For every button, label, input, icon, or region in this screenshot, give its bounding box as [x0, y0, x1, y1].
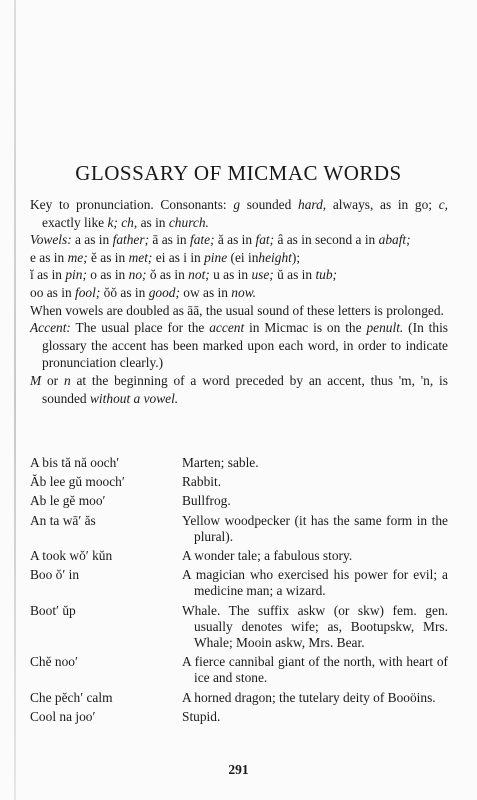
key-text: e as in: [30, 249, 65, 265]
glossary-entry: [30, 567, 448, 599]
glossary-definition: Bullfrog.: [182, 493, 231, 509]
glossary-word: Boo ŏ′ in: [30, 567, 80, 583]
key-text: fool;: [75, 284, 101, 300]
key-text: (In this glossary the accent has been marked upon each word, in order to indicate pronunciation clearly.): [42, 320, 449, 371]
glossary-entry: [30, 474, 448, 490]
glossary-word: An ta wā′ ăs: [30, 512, 96, 528]
key-text: Vowels:: [30, 232, 72, 248]
key-text: The usual place for the: [75, 320, 205, 336]
glossary-definition: Rabbit.: [182, 474, 222, 490]
page-spine-shadow: [14, 0, 16, 800]
key-text: at the beginning of a word preceded by an accent, thus 'm, 'n, is sounded: [42, 372, 448, 406]
glossary-word: A bis tă nă ooch′: [30, 455, 120, 470]
glossary-word: Che pĕch′ calm: [30, 689, 113, 705]
key-consonants: [30, 196, 448, 231]
glossary-entry: [30, 603, 448, 652]
glossary-word: A took wŏ′ kŭn: [30, 548, 113, 564]
key-text: a in: [355, 232, 376, 248]
key-vowels: [30, 231, 448, 249]
key-text: ch,: [121, 214, 138, 230]
key-vowels-i: [30, 266, 448, 284]
key-text: ă as in: [217, 232, 253, 248]
glossary-word: Chĕ noo′: [30, 654, 78, 670]
key-text: height: [258, 249, 292, 265]
key-text: ĭ as in: [30, 267, 62, 283]
glossary-definition: Whale. The suffix askw (or skw) fem. gen. usually denotes wife; as, Bootupskw, Mrs. Whale; Mooin askw, Mrs. Bear.: [182, 602, 448, 651]
key-vowels-e: [30, 249, 448, 267]
key-text: church.: [168, 214, 209, 230]
key-text: pin;: [65, 267, 87, 283]
key-text: pine: [204, 249, 228, 265]
key-text: met;: [128, 249, 153, 265]
glossary-entry: [30, 455, 448, 471]
key-text: penult.: [366, 320, 404, 336]
key-text: without a vowel.: [90, 390, 179, 406]
key-doubled: When vowels are doubled as āā, the usual sound of these letters is prolonged.: [30, 302, 444, 318]
key-text: ŏ as in: [149, 267, 185, 283]
key-text: u as in: [213, 267, 249, 283]
glossary-entry: [30, 690, 448, 706]
glossary-word: Boot′ ŭp: [30, 602, 76, 618]
glossary-definition: A wonder tale; a fabulous story.: [182, 548, 353, 564]
glossary-word: Ăb lee gŭ mooch′: [30, 474, 125, 490]
glossary-list: [30, 455, 448, 728]
key-text: oo as in: [30, 284, 72, 300]
glossary-entry: [30, 709, 448, 725]
key-text: â as in second: [277, 232, 353, 248]
key-text: (ei in: [230, 249, 259, 265]
key-text: abaft;: [378, 232, 411, 248]
glossary-entry: [30, 548, 448, 564]
glossary-word: Ab le gĕ moo′: [30, 493, 106, 509]
key-text: not;: [188, 267, 210, 283]
key-text: tub;: [315, 267, 338, 283]
key-text: c,: [438, 197, 448, 212]
glossary-definition: Marten; sable.: [182, 455, 259, 470]
key-text: father;: [112, 232, 150, 248]
glossary-definition: A horned dragon; the tutelary deity of Booöins.: [182, 689, 436, 705]
key-text: in Micmac is on the: [249, 320, 362, 336]
glossary-definition: A fierce cannibal giant of the north, with heart of ice and stone.: [182, 654, 448, 686]
key-text: or: [46, 372, 59, 388]
key-text: M: [30, 372, 42, 388]
key-text: o as in: [90, 267, 126, 283]
key-text: hard,: [298, 197, 327, 212]
key-text: n: [63, 372, 71, 388]
page-number: 291: [228, 762, 249, 777]
key-text: Key to pronunciation. Consonants:: [30, 197, 227, 212]
key-text: ow as in: [183, 284, 228, 300]
key-accent: [30, 319, 448, 372]
glossary-definition: Stupid.: [182, 708, 221, 724]
key-text: me;: [67, 249, 88, 265]
glossary-entry: [30, 654, 448, 686]
key-text: exactly like: [42, 214, 105, 230]
pronunciation-key: [30, 196, 448, 407]
key-text: ĕ as in: [91, 249, 126, 265]
key-text: ei as i in: [155, 249, 201, 265]
key-text: no;: [128, 267, 147, 283]
key-text: use;: [251, 267, 274, 283]
key-text: g: [233, 197, 241, 212]
page-title: GLOSSARY OF MICMAC WORDS: [75, 161, 402, 185]
key-text: sounded: [246, 197, 292, 212]
key-vowels-oo: [30, 284, 448, 302]
glossary-word: Cool na joo′: [30, 708, 96, 724]
key-text: Accent:: [30, 320, 71, 336]
glossary-definition: A magician who exercised his power for evil; a medicine man; a wizard.: [182, 567, 448, 599]
glossary-entry: [30, 513, 448, 545]
key-text: good;: [148, 284, 180, 300]
key-text: accent: [209, 320, 245, 336]
glossary-entry: [30, 493, 448, 509]
key-text: fat;: [255, 232, 275, 248]
glossary-definition: Yellow woodpecker (it has the same form in the plural).: [182, 512, 448, 544]
key-text: as in: [140, 214, 166, 230]
key-text: a as in: [75, 232, 110, 248]
key-text: ā as in: [152, 232, 187, 248]
key-text: always, as in go;: [332, 197, 433, 212]
key-text: ŭ as in: [277, 267, 313, 283]
key-text: k;: [107, 214, 118, 230]
key-mn: [30, 372, 448, 407]
key-text: ŏŏ as in: [103, 284, 146, 300]
key-text: now.: [231, 284, 256, 300]
key-text: fate;: [189, 232, 215, 248]
key-text: );: [291, 249, 301, 265]
